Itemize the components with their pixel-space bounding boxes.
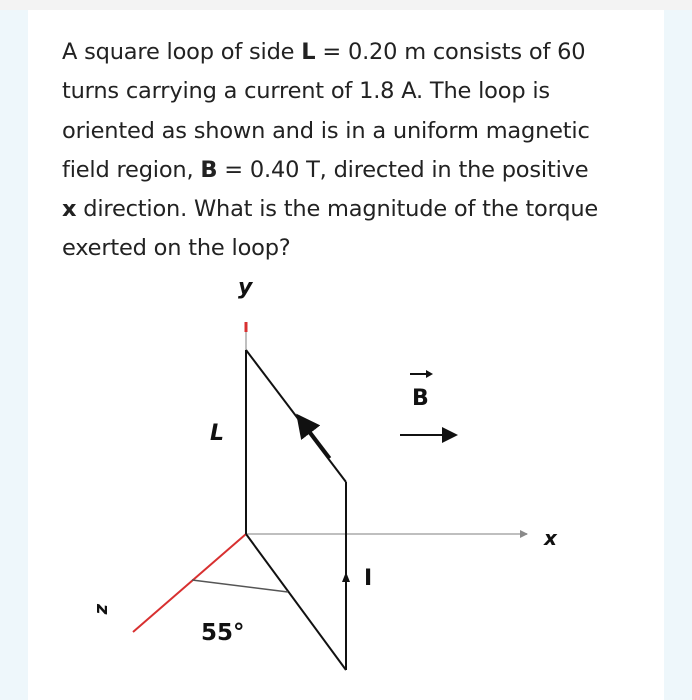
angle-label: 55° (201, 620, 245, 646)
problem-line-6: exerted on the loop? (62, 235, 291, 262)
problem-line-2: turns carrying a current of 1.8 A. The loop is (62, 78, 550, 105)
problem-line-5: x direction. What is the magnitude of the torque (62, 196, 599, 223)
current-arrow-top (298, 416, 330, 458)
current-arrow-right (342, 572, 350, 582)
field-label: B (412, 386, 429, 411)
x-axis-label: x (544, 526, 557, 550)
angle-arc (192, 580, 288, 592)
side-label: L (210, 421, 225, 446)
var-x: x (62, 196, 77, 223)
problem-line-4: field region, B = 0.40 T, directed in the positive (62, 156, 589, 183)
top-strip (0, 0, 692, 10)
loop-diagram-svg (62, 268, 576, 682)
var-L: L (301, 39, 316, 65)
loop-diagram (62, 268, 576, 682)
z-axis-label: z (92, 604, 113, 615)
problem-line-1: A square loop of side L = 0.20 m consists of 60 (62, 39, 586, 65)
x-axis-arrowhead (520, 530, 528, 538)
var-B: B (200, 156, 218, 183)
problem-text (62, 33, 652, 269)
z-axis (133, 534, 246, 632)
problem-line-3: oriented as shown and is in a uniform magnetic (62, 117, 590, 144)
y-axis-label: y (238, 275, 253, 300)
loop-bottom-edge (246, 534, 346, 670)
current-label: I (364, 566, 373, 591)
loop-top-edge (246, 350, 346, 482)
field-vector-bar-head (426, 370, 433, 378)
